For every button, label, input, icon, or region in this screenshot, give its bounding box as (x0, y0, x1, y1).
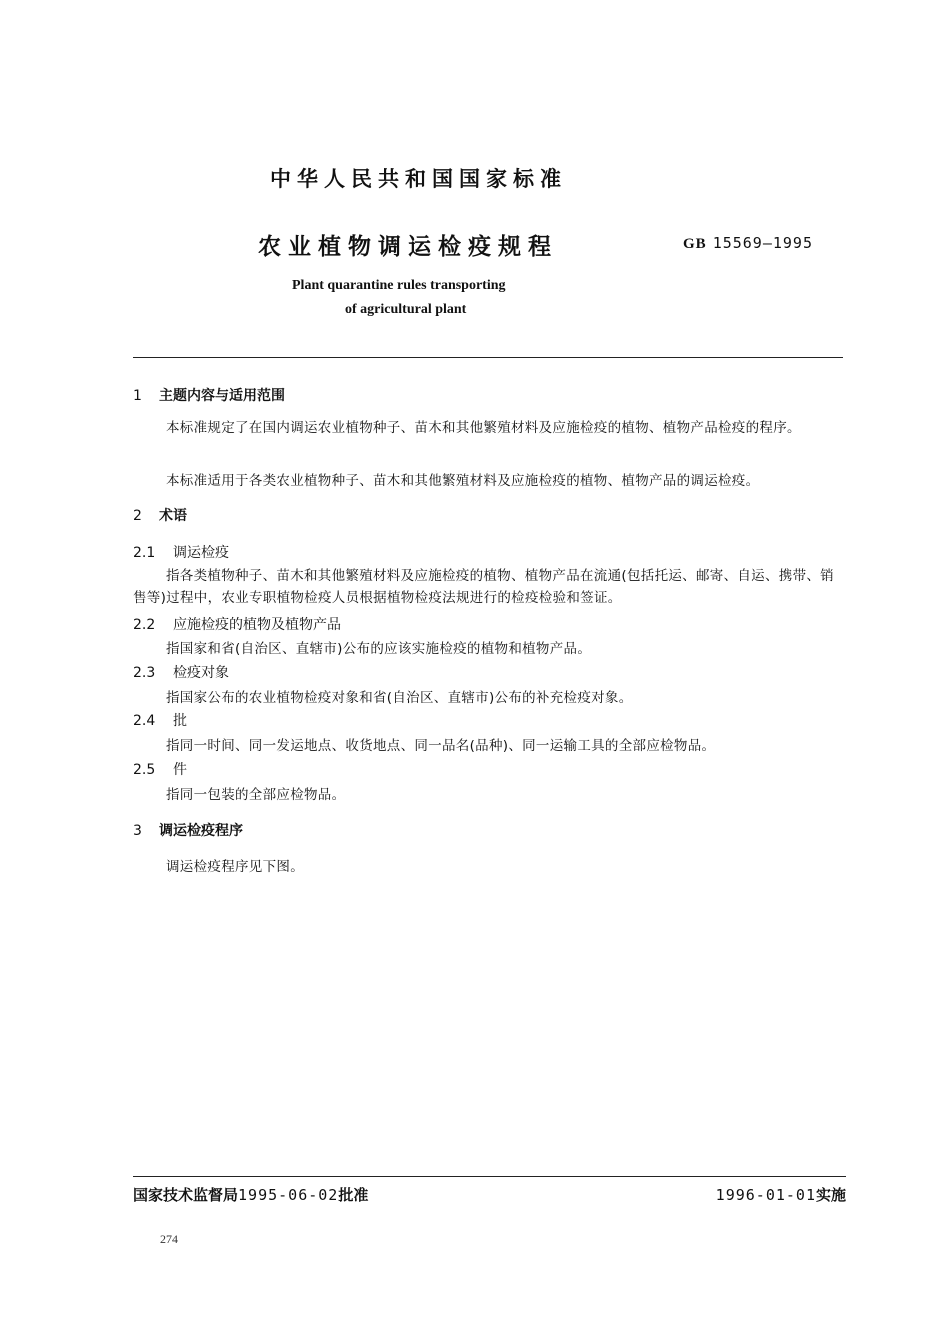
footer-divider (133, 1176, 846, 1177)
term-2-5-heading (133, 759, 187, 779)
section-2-heading (133, 505, 187, 525)
section-2-number: 2 (133, 508, 142, 524)
national-standard-title: 中华人民共和国国家标准 (270, 167, 567, 191)
section-3-number: 3 (133, 823, 142, 839)
section-1-paragraph-1: 本标准规定了在国内调运农业植物种子、苗木和其他繁殖材料及应施检疫的植物、植物产品检疫的程序。 (166, 420, 801, 436)
term-2-2-definition: 指国家和省(自治区、直辖市)公布的应该实施检疫的植物和植物产品。 (166, 641, 592, 657)
approval-date: 1995-06-02 (238, 1186, 339, 1204)
standard-code-prefix: GB (683, 236, 707, 252)
term-2-3-heading (133, 662, 229, 682)
standard-code (683, 234, 813, 253)
implementation-date: 1996-01-01 (715, 1186, 816, 1204)
document-title-en-line2: of agricultural plant (345, 302, 467, 317)
term-2-3-definition: 指国家公布的农业植物检疫对象和省(自治区、直辖市)公布的补充检疫对象。 (166, 690, 633, 706)
page-number: 274 (160, 1232, 178, 1246)
term-2-4-definition: 指同一时间、同一发运地点、收货地点、同一品名(品种)、同一运输工具的全部应检物品。 (166, 738, 716, 754)
implementation-suffix: 实施 (815, 1186, 846, 1204)
header-divider (133, 357, 843, 358)
term-2-4-number: 2.4 (133, 713, 156, 729)
standard-code-number: 15569—1995 (712, 234, 813, 252)
term-2-1-title: 调运检疫 (173, 545, 229, 561)
section-1-heading (133, 385, 285, 405)
term-2-5-title: 件 (173, 762, 187, 778)
approval-line (133, 1184, 368, 1205)
section-1-number: 1 (133, 388, 142, 404)
term-2-3-number: 2.3 (133, 665, 156, 681)
approval-org: 国家技术监督局 (133, 1186, 239, 1204)
approval-suffix: 批准 (338, 1186, 369, 1204)
term-2-4-title: 批 (173, 713, 187, 729)
term-2-5-number: 2.5 (133, 762, 156, 778)
term-2-1-number: 2.1 (133, 545, 156, 561)
document-title-en-line1: Plant quarantine rules transporting (292, 278, 506, 293)
section-1-title: 主题内容与适用范围 (159, 388, 285, 404)
term-2-3-title: 检疫对象 (173, 665, 229, 681)
section-2-title: 术语 (159, 508, 187, 524)
term-2-5-definition: 指同一包装的全部应检物品。 (166, 787, 346, 803)
term-2-2-title: 应施检疫的植物及植物产品 (173, 617, 341, 633)
document-title-zh: 农业植物调运检疫规程 (258, 234, 558, 260)
section-3-title: 调运检疫程序 (159, 823, 243, 839)
section-1-paragraph-2: 本标准适用于各类农业植物种子、苗木和其他繁殖材料及应施检疫的植物、植物产品的调运检疫。 (166, 473, 760, 489)
section-3-paragraph-1: 调运检疫程序见下图。 (166, 859, 304, 875)
term-2-1-definition: 指各类植物种子、苗木和其他繁殖材料及应施检疫的植物、植物产品在流通(包括托运、邮寄、自运、携带、销售等)过程中，农业专职植物检疫人员根据植物检疫法规进行的检疫检验和签证。 (133, 568, 834, 606)
term-2-2-number: 2.2 (133, 617, 156, 633)
section-3-heading (133, 820, 243, 840)
term-2-4-heading (133, 710, 187, 730)
implementation-line (716, 1184, 846, 1205)
term-2-2-heading (133, 614, 341, 634)
term-2-1-heading (133, 542, 229, 562)
